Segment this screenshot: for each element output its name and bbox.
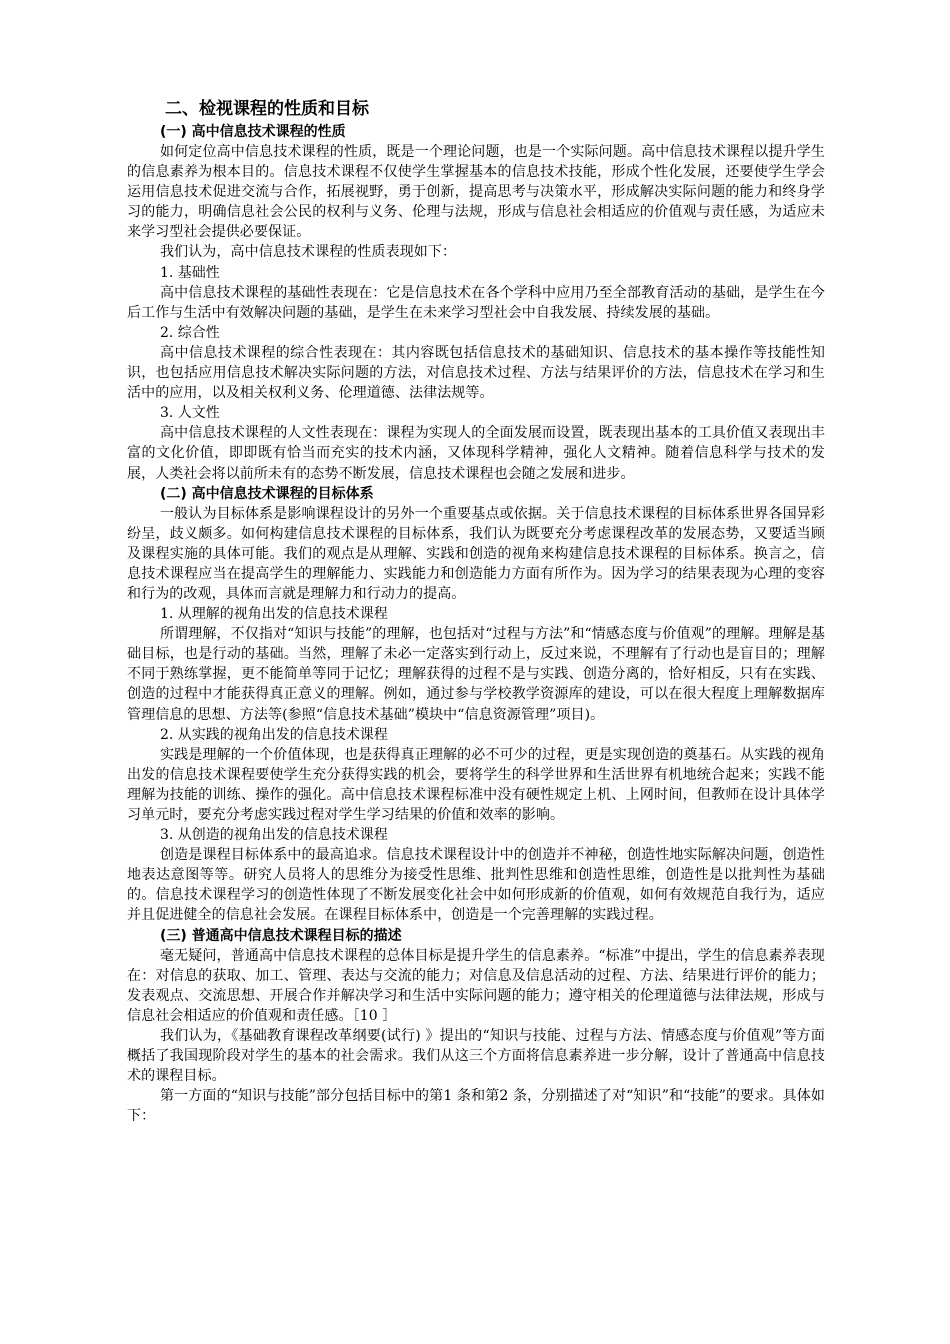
document-page [127, 96, 825, 1126]
paragraph: 高中信息技术课程的人文性表现在：课程为实现人的全面发展而设置，既表现出基本的工具价值又表现出丰富的文化价值，即即既有恰当而充实的技术内涵，又体现科学精神，强化人文精神。随着信息科学与技术的发展，人类社会将以前所未有的态势不断发展，信息技术课程也会随之发展和进步。 [127, 425, 825, 482]
list-item-label: 1. 从理解的视角出发的信息技术课程 [160, 606, 388, 623]
paragraph: 毫无疑问，普通高中信息技术课程的总体目标是提升学生的信息素养。“标准”中提出，学生的信息素养表现在：对信息的获取、加工、管理、表达与交流的能力；对信息及信息活动的过程、方法、结果进行评价的能力；发表观点、交流思想、开展合作并解决学习和生活中实际问题的能力；遵守相关的伦理道德与法律法规，形成与信息社会相适应的价值观和责任感。［10 ］ [127, 947, 825, 1024]
paragraph: 第一方面的“知识与技能”部分包括目标中的第1 条和第2 条，分别描述了对“知识”和“技能”的要求。具体如下： [127, 1088, 825, 1125]
paragraph: 我们认为，《基础教育课程改革纲要(试行) 》提出的“知识与技能、过程与方法、情感态度与价值观”等方面概括了我国现阶段对学生的基本的社会需求。我们从这三个方面将信息素养进一步分解，设计了普通高中信息技术的课程目标。 [127, 1027, 825, 1085]
list-item-label: 2. 从实践的视角出发的信息技术课程 [160, 726, 388, 743]
paragraph: 高中信息技术课程的基础性表现在：它是信息技术在各个学科中应用乃至全部教育活动的基础，是学生在今后工作与生活中有效解决问题的基础，是学生在未来学习型社会中自我发展、持续发展的基础。 [127, 284, 825, 321]
subsection-heading-goals: (二) 高中信息技术课程的目标体系 [160, 485, 374, 502]
paragraph: 所谓理解，不仅指对“知识与技能”的理解，也包括对“过程与方法”和“情感态度与价值观”的理解。理解是基础目标，也是行动的基础。当然，理解了未必一定落实到行动上，反过来说，不理解有了行动也是盲目的；理解不同于熟练掌握，更不能简单等同于记忆；理解获得的过程不是与实践、创造分离的，恰好相反，只有在实践、创造的过程中才能获得真正意义的理解。例如，通过参与学校教学资源库的建设，可以在很大程度上理解数据库管理信息的思想、方法等(参照“信息技术基础”模块中“信息资源管理”项目)。 [127, 626, 825, 723]
list-item-label: 3. 人文性 [160, 405, 220, 422]
section-title: 二、检视课程的性质和目标 [165, 99, 369, 119]
paragraph: 如何定位高中信息技术课程的性质，既是一个理论问题，也是一个实际问题。高中信息技术课程以提升学生的信息素养为根本目的。信息技术课程不仅使学生掌握基本的信息技术技能，形成个性化发展，还要使学生学会运用信息技术促进交流与合作，拓展视野，勇于创新，提高思考与决策水平，形成解决实际问题的能力和终身学习的能力，明确信息社会公民的权利与义务、伦理与法规，形成与信息社会相适应的价值观与责任感，为适应未来学习型社会提供必要保证。 [127, 144, 825, 241]
paragraph: 高中信息技术课程的综合性表现在：其内容既包括信息技术的基础知识、信息技术的基本操作等技能性知识，也包括应用信息技术解决实际问题的方法，对信息技术过程、方法与结果评价的方法，信息技术在学习和生活中的应用，以及相关权利义务、伦理道德、法律法规等。 [127, 344, 825, 402]
paragraph: 实践是理解的一个价值体现，也是获得真正理解的必不可少的过程，更是实现创造的奠基石。从实践的视角出发的信息技术课程要使学生充分获得实践的机会，要将学生的科学世界和生活世界有机地统合起来；实践不能理解为技能的训练、操作的强化。高中信息技术课程标准中没有硬性规定上机、上网时间，但教师在设计具体学习单元时，要充分考虑实践过程对学生学习结果的价值和效率的影响。 [127, 746, 825, 823]
paragraph: 一般认为目标体系是影响课程设计的另外一个重要基点或依据。关于信息技术课程的目标体系世界各国异彩纷呈，歧义颇多。如何构建信息技术课程的目标体系，我们认为既要充分考虑课程改革的发展态势，又要适当顾及课程实施的具体可能。我们的观点是从理解、实践和创造的视角来构建信息技术课程的目标体系。换言之，信息技术课程应当在提高学生的理解能力、实践能力和创造能力方面有所作为。因为学习的结果表现为心理的变容和行为的改观，具体而言就是理解力和行动力的提高。 [127, 505, 825, 602]
subsection-heading-description: (三) 普通高中信息技术课程目标的描述 [160, 927, 402, 944]
list-item-label: 1. 基础性 [160, 264, 220, 281]
list-item-label: 2. 综合性 [160, 324, 220, 341]
paragraph: 我们认为，高中信息技术课程的性质表现如下： [160, 244, 457, 261]
list-item-label: 3. 从创造的视角出发的信息技术课程 [160, 827, 388, 844]
paragraph: 创造是课程目标体系中的最高追求。信息技术课程设计中的创造并不神秘，创造性地实际解决问题，创造性地表达意图等等。研究人员将人的思维分为接受性思维、批判性思维和创造性思维，创造性是以批判性为基础的。信息技术课程学习的创造性体现了不断发展变化社会中如何形成新的价值观，如何有效规范自我行为，适应并且促进健全的信息社会发展。在课程目标体系中，创造是一个完善理解的实践过程。 [127, 847, 825, 924]
subsection-heading-nature: (一) 高中信息技术课程的性质 [160, 124, 346, 140]
